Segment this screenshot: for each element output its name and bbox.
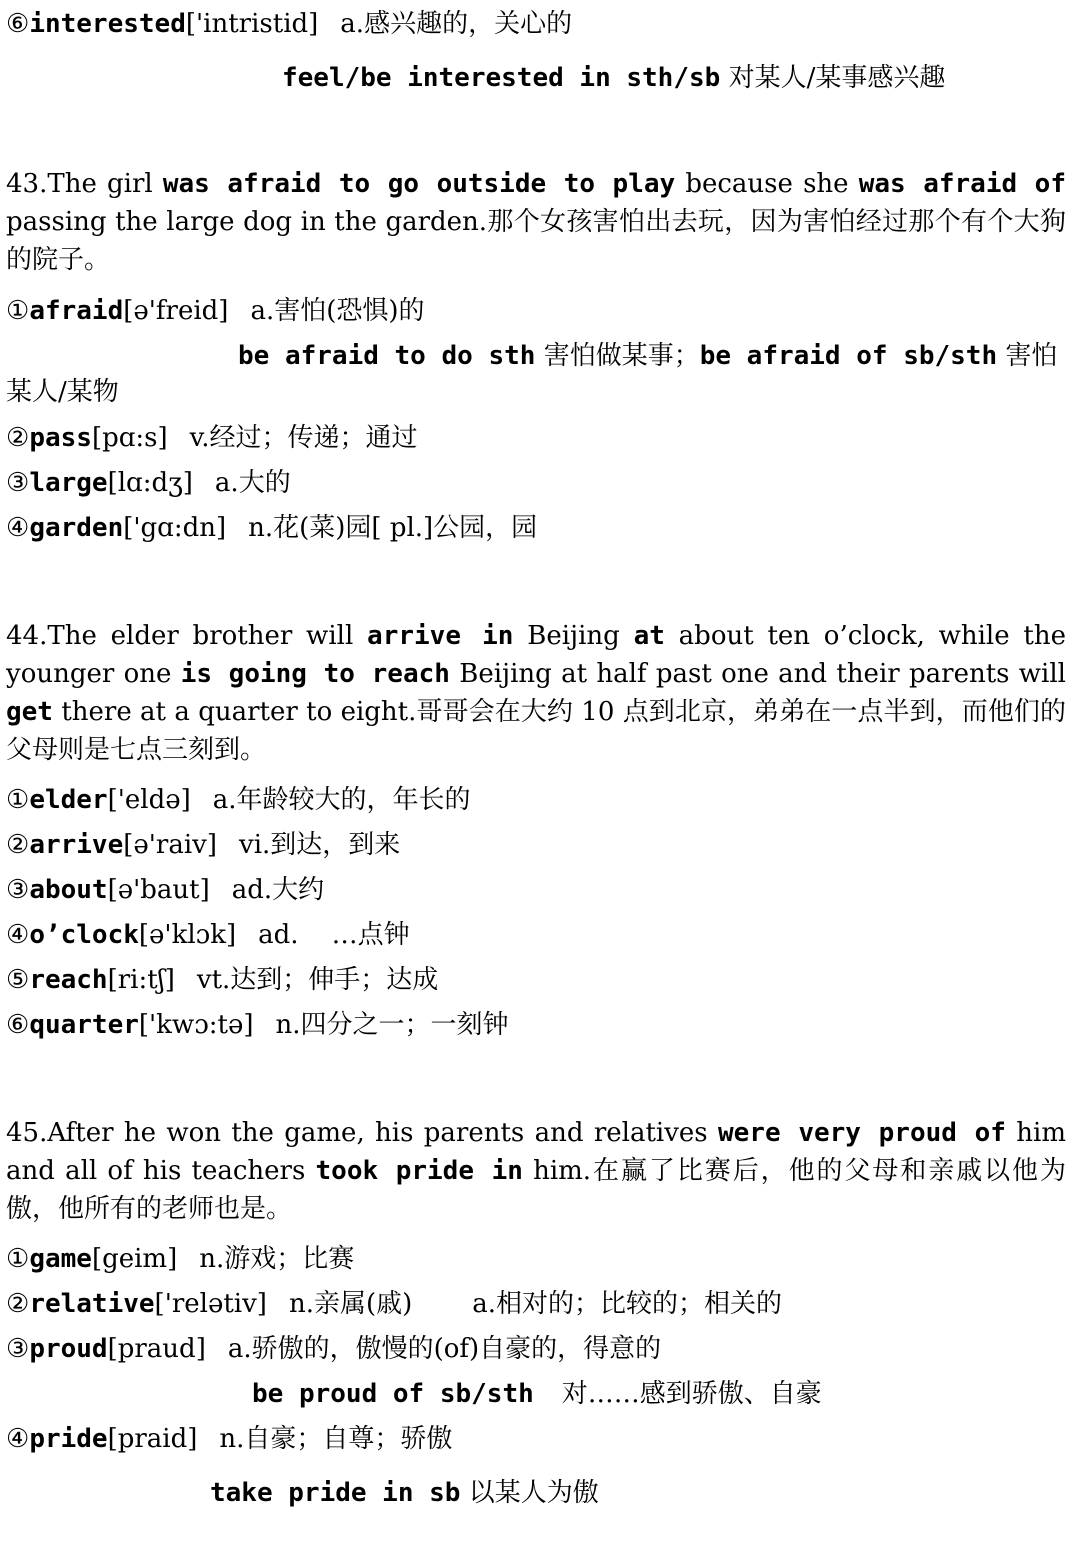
entry-number: ② bbox=[6, 1289, 30, 1319]
entry-phonetic: [geim] bbox=[91, 1244, 178, 1274]
vocab-entry-elder bbox=[6, 782, 471, 818]
entry-meaning: vi.到达，到来 bbox=[239, 830, 401, 860]
phrase-text: feel/be interested in sth/sb bbox=[282, 63, 721, 93]
vocab-entry-pride bbox=[6, 1421, 452, 1457]
entry-phonetic: ['intristid] bbox=[185, 9, 319, 39]
phrase-meaning: 害怕 bbox=[1005, 341, 1058, 371]
vocab-entry-reach bbox=[6, 962, 438, 998]
phrase-afraid-continued bbox=[6, 374, 119, 410]
sentence-translation: 在赢了比赛后，他的父母和亲戚以他为傲，他所有的老师也是。 bbox=[6, 1156, 1066, 1224]
entry-meaning: n.四分之一；一刻钟 bbox=[275, 1010, 509, 1040]
sentence-key-phrase: was afraid of bbox=[858, 169, 1066, 199]
sentence-45 bbox=[6, 1114, 1066, 1228]
sentence-key-phrase: was afraid to go outside to play bbox=[162, 169, 676, 199]
entry-phonetic: ['eldə] bbox=[107, 785, 191, 815]
vocab-entry-oclock bbox=[6, 917, 410, 953]
entry-meaning: v.经过；传递；通过 bbox=[189, 423, 418, 453]
entry-word: relative bbox=[29, 1289, 155, 1319]
sentence-text: because she bbox=[675, 169, 859, 199]
sentence-text: The girl bbox=[47, 169, 163, 199]
entry-word: arrive bbox=[29, 830, 124, 860]
phrase-meaning: 某人/某物 bbox=[6, 377, 119, 407]
entry-meaning: 感兴趣的，关心的 bbox=[364, 9, 573, 39]
phrase-text: be proud of sb/sth bbox=[252, 1379, 534, 1409]
entry-word: afraid bbox=[29, 296, 124, 326]
sentence-text: there at a quarter to eight. bbox=[52, 697, 417, 727]
phrase-text: be afraid of sb/sth bbox=[699, 341, 998, 371]
sentence-key-phrase: at bbox=[633, 621, 665, 651]
entry-word: o’clock bbox=[29, 920, 139, 950]
phrase-interested bbox=[282, 60, 945, 96]
entry-number: ⑥ bbox=[6, 1010, 30, 1040]
entry-meaning: a.年龄较大的，年长的 bbox=[212, 785, 471, 815]
entry-meaning: n.自豪；自尊；骄傲 bbox=[219, 1424, 453, 1454]
entry-word: proud bbox=[29, 1334, 108, 1364]
vocab-entry-about bbox=[6, 872, 324, 908]
vocab-entry-game bbox=[6, 1241, 354, 1277]
vocab-entry-afraid bbox=[6, 293, 425, 329]
sentence-translation: 那个女孩害怕出去玩，因为害怕经过那个有个大狗的院子。 bbox=[6, 207, 1066, 275]
entry-number: ③ bbox=[6, 1334, 30, 1364]
vocab-entry-arrive bbox=[6, 827, 400, 863]
vocab-entry-large bbox=[6, 465, 291, 501]
vocab-entry-pass bbox=[6, 420, 418, 456]
sentence-key-phrase: arrive in bbox=[367, 621, 514, 651]
entry-phonetic: [lɑ:dʒ] bbox=[107, 468, 193, 498]
phrase-meaning: 对……感到骄傲、自豪 bbox=[561, 1379, 822, 1409]
entry-word: quarter bbox=[29, 1010, 139, 1040]
entry-phonetic: [ə'raiv] bbox=[123, 830, 217, 860]
entry-number: ④ bbox=[6, 513, 30, 543]
entry-number: ③ bbox=[6, 468, 30, 498]
vocab-entry-relative bbox=[6, 1286, 782, 1322]
entry-number: ⑤ bbox=[6, 965, 30, 995]
entry-number: ④ bbox=[6, 1424, 30, 1454]
entry-meaning: a.害怕(恐惧)的 bbox=[250, 296, 425, 326]
sentence-number: 43. bbox=[6, 169, 48, 199]
entry-phonetic: ['kwɔ:tə] bbox=[138, 1010, 254, 1040]
entry-phonetic: [ri:tʃ] bbox=[107, 965, 175, 995]
entry-meaning: a.大的 bbox=[214, 468, 291, 498]
entry-number: ⑥ bbox=[6, 9, 30, 39]
entry-word: garden bbox=[29, 513, 124, 543]
sentence-text: him and all of his teachers bbox=[6, 1118, 1066, 1186]
vocab-entry-interested bbox=[6, 6, 572, 42]
vocab-entry-garden bbox=[6, 510, 537, 546]
sentence-text: The elder brother will bbox=[47, 621, 368, 651]
entry-phonetic: [praid] bbox=[107, 1424, 198, 1454]
entry-meaning: ad. …点钟 bbox=[258, 920, 410, 950]
entry-phonetic: [praud] bbox=[107, 1334, 206, 1364]
entry-phonetic: [ə'klɔk] bbox=[138, 920, 237, 950]
phrase-proud bbox=[252, 1376, 822, 1412]
sentence-text: After he won the game, his parents and relatives bbox=[47, 1118, 718, 1148]
entry-pos: a. bbox=[340, 9, 365, 39]
phrase-meaning: 对某人/某事感兴趣 bbox=[728, 63, 946, 93]
entry-meaning: ad.大约 bbox=[231, 875, 325, 905]
entry-number: ① bbox=[6, 1244, 30, 1274]
entry-meaning: n.亲属(戚) bbox=[288, 1289, 413, 1319]
entry-phonetic: ['gɑ:dn] bbox=[123, 513, 227, 543]
entry-number: ③ bbox=[6, 875, 30, 905]
sentence-number: 44. bbox=[6, 621, 48, 651]
entry-word: elder bbox=[29, 785, 108, 815]
sentence-43 bbox=[6, 165, 1066, 279]
entry-number: ② bbox=[6, 423, 30, 453]
sentence-number: 45. bbox=[6, 1118, 48, 1148]
phrase-meaning: 害怕做某事； bbox=[543, 341, 700, 371]
entry-number: ④ bbox=[6, 920, 30, 950]
entry-meaning-secondary: a.相对的；比较的；相关的 bbox=[472, 1289, 783, 1319]
phrase-text: be afraid to do sth bbox=[238, 341, 536, 371]
sentence-text: passing the large dog in the garden. bbox=[6, 207, 488, 237]
sentence-text: Beijing at half past one and their parents will bbox=[449, 659, 1066, 689]
sentence-translation: 哥哥会在大约 10 点到北京，弟弟在一点半到，而他们的父母则是七点三刻到。 bbox=[6, 697, 1066, 765]
entry-number: ① bbox=[6, 296, 30, 326]
entry-word: pride bbox=[29, 1424, 108, 1454]
sentence-44 bbox=[6, 617, 1066, 769]
entry-word: interested bbox=[29, 9, 186, 39]
sentence-text: him. bbox=[522, 1156, 592, 1186]
entry-word: large bbox=[29, 468, 108, 498]
entry-phonetic: [ə'baut] bbox=[107, 875, 210, 905]
entry-phonetic: [pɑ:s] bbox=[91, 423, 168, 453]
entry-phonetic: [ə'freid] bbox=[123, 296, 229, 326]
entry-number: ② bbox=[6, 830, 30, 860]
vocab-entry-quarter bbox=[6, 1007, 509, 1043]
entry-meaning: n.游戏；比赛 bbox=[199, 1244, 355, 1274]
entry-word: game bbox=[29, 1244, 92, 1274]
sentence-text: Beijing bbox=[513, 621, 634, 651]
phrase-meaning: 以某人为傲 bbox=[468, 1478, 599, 1508]
entry-number: ① bbox=[6, 785, 30, 815]
entry-word: reach bbox=[29, 965, 108, 995]
phrase-text: take pride in sb bbox=[210, 1478, 461, 1508]
sentence-key-phrase: took pride in bbox=[315, 1156, 523, 1186]
sentence-text: about ten o’clock, while the younger one bbox=[6, 621, 1066, 689]
vocab-entry-proud bbox=[6, 1331, 661, 1367]
sentence-key-phrase: get bbox=[6, 697, 53, 727]
entry-meaning: vt.达到；伸手；达成 bbox=[196, 965, 439, 995]
sentence-key-phrase: is going to reach bbox=[180, 659, 450, 689]
entry-meaning: n.花(菜)园[ pl.]公园，园 bbox=[248, 513, 538, 543]
phrase-afraid bbox=[238, 338, 1057, 374]
entry-word: about bbox=[29, 875, 108, 905]
phrase-pride bbox=[210, 1475, 599, 1511]
entry-meaning: a.骄傲的，傲慢的(of)自豪的，得意的 bbox=[227, 1334, 662, 1364]
sentence-key-phrase: were very proud of bbox=[717, 1118, 1006, 1148]
entry-word: pass bbox=[29, 423, 92, 453]
entry-phonetic: ['relətiv] bbox=[154, 1289, 267, 1319]
